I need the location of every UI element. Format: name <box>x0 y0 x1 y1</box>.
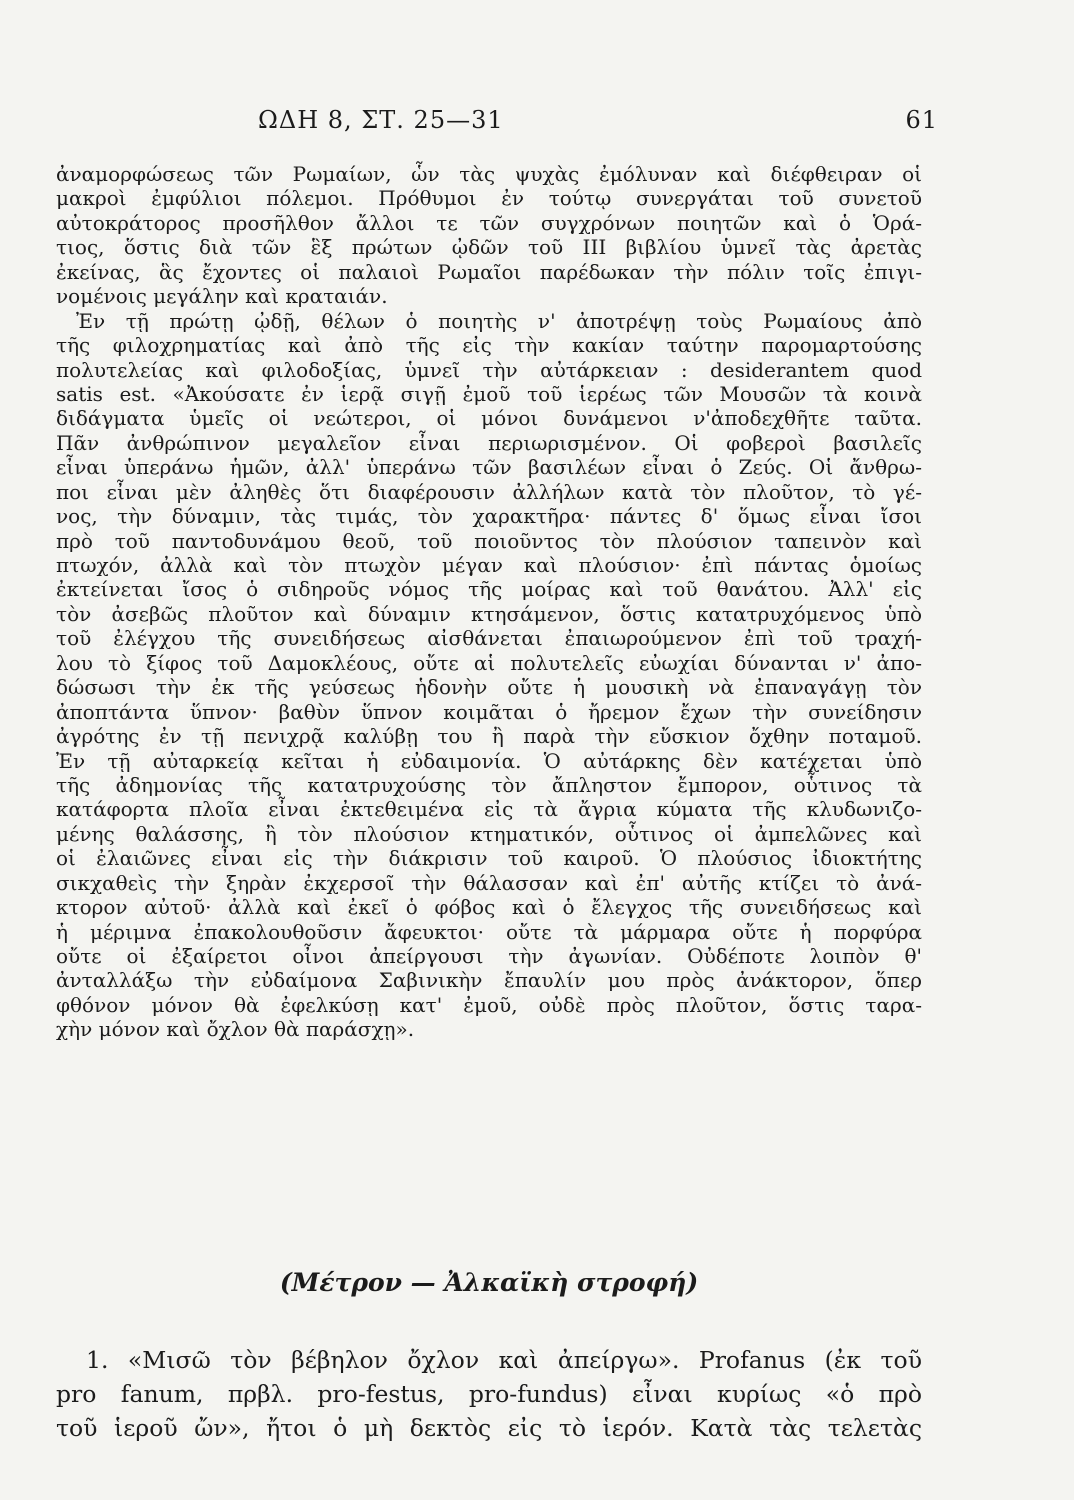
text-line: σικχαθεὶς τὴν ξηρὰν ἐκχερσοῖ τὴν θάλασσαν καὶ ἐπ' αὐτῆς κτίζει τὸ ἀνά- <box>56 870 922 895</box>
text-line: αὐτοκράτορος προσῆλθον ἄλλοι τε τῶν συγχρόνων ποιητῶν καὶ ὁ Ὁρά- <box>56 210 922 235</box>
running-head <box>258 106 938 140</box>
text-line: πολυτελείας καὶ φιλοδοξίας, ὑμνεῖ τὴν αὐτάρκειαν : desiderantem quod <box>56 357 922 382</box>
text-line: Ἐν τῇ αὐταρκείᾳ κεῖται ἡ εὐδαιμονία. Ὁ αὐτάρκης δὲν κατέχεται ὑπὸ <box>56 748 922 773</box>
text-line: τιος, ὅστις διὰ τῶν ἓξ πρώτων ᾠδῶν τοῦ III βιβλίου ὑμνεῖ τὰς ἀρετὰς <box>56 235 922 260</box>
text-line: κτορον αὐτοῦ· ἀλλὰ καὶ ἐκεῖ ὁ φόβος καὶ ὁ ἔλεγχος τῆς συνειδήσεως καὶ <box>56 895 922 920</box>
text-line: Πᾶν ἀνθρώπινον μεγαλεῖον εἶναι περιωρισμένον. Οἱ φοβεροὶ βασιλεῖς <box>56 430 922 455</box>
text-line: τῆς ἀδημονίας τῆς κατατρυχούσης τὸν ἄπληστον ἔμπορον, οὗτινος τὰ <box>56 772 922 797</box>
text-line: λου τὸ ξίφος τοῦ Δαμοκλέους, οὔτε αἱ πολυτελεῖς εὐωχίαι δύνανται ν' ἀπο- <box>56 650 922 675</box>
text-line: νομένοις μεγάλην καὶ κραταιάν. <box>56 284 388 309</box>
text-line: διδάγματα ὑμεῖς οἱ νεώτεροι, οἱ μόνοι δυνάμενοι ν'ἀποδεχθῆτε ταῦτα. <box>56 406 922 431</box>
body-text <box>56 162 922 1042</box>
note-line: pro fanum, πρβλ. pro-festus, pro-fundus) εἶναι κυρίως «ὁ πρὸ <box>56 1380 922 1408</box>
running-head-title: ΩΔΗ 8, ΣΤ. 25—31 <box>258 106 504 134</box>
text-line: ἀναμορφώσεως τῶν Ρωμαίων, ὧν τὰς ψυχὰς ἐμόλυναν καὶ διέφθειραν οἱ <box>56 162 922 186</box>
text-line: μένης θαλάσσης, ἢ τὸν πλούσιον κτηματικόν, οὗτινος οἱ ἀμπελῶνες καὶ <box>56 821 922 846</box>
text-line: ἀποπτάντα ὕπνον· βαθὺν ὕπνον κοιμᾶται ὁ ἤρεμον ἔχων τὴν συνείδησιν <box>56 699 922 724</box>
text-line: τοῦ ἐλέγχου τῆς συνειδήσεως αἰσθάνεται ἐπαιωρούμενον ἐπὶ τοῦ τραχή- <box>56 626 922 651</box>
text-line: τῆς φιλοχρηματίας καὶ ἀπὸ τῆς εἰς τὴν κακίαν ταύτην παρομαρτούσης <box>56 333 922 358</box>
text-line: νος, τὴν δύναμιν, τὰς τιμάς, τὸν χαρακτῆρα· πάντες δ' ὅμως εἶναι ἴσοι <box>56 504 922 529</box>
text-line: satis est. «Ἀκούσατε ἐν ἱερᾷ σιγῇ ἐμοῦ τοῦ ἱερέως τῶν Μουσῶν τὰ κοινὰ <box>56 381 922 406</box>
text-line: ἀνταλλάξω τὴν εὐδαίμονα Σαβινικὴν ἔπαυλίν μου πρὸς ἀνάκτορον, ὅπερ <box>56 968 922 993</box>
text-line: ἡ μέριμνα ἐπακολουθοῦσιν ἄφευκτοι· οὔτε τὰ μάρμαρα οὔτε ἡ πορφύρα <box>56 919 922 944</box>
note-line: τοῦ ἱεροῦ ὤν», ἤτοι ὁ μὴ δεκτὸς εἰς τὸ ἱερόν. Κατὰ τὰς τελετὰς <box>56 1414 922 1442</box>
page-number: 61 <box>905 106 938 134</box>
text-line: ἐκείνας, ἃς ἔχοντες οἱ παλαιοὶ Ρωμαῖοι παρέδωκαν τὴν πόλιν τοῖς ἐπιγι- <box>56 259 922 284</box>
note-line: 1. «Μισῶ τὸν βέβηλον ὄχλον καὶ ἀπείργω». Profanus (ἐκ τοῦ <box>86 1346 922 1374</box>
text-line: πρὸ τοῦ παντοδυνάμου θεοῦ, τοῦ ποιοῦντος τὸν πλούσιον ταπεινὸν καὶ <box>56 528 922 553</box>
text-line: χὴν μόνον καὶ ὄχλον θὰ παράσχῃ». <box>56 1017 415 1042</box>
text-line: κατάφορτα πλοῖα εἶναι ἐκτεθειμένα εἰς τὰ ἄγρια κύματα τῆς κλυδωνιζο- <box>56 797 922 822</box>
text-line: Ἐν τῇ πρώτῃ ᾠδῇ, θέλων ὁ ποιητὴς ν' ἀποτρέψῃ τοὺς Ρωμαίους ἀπὸ <box>76 308 922 333</box>
commentary-note <box>56 1343 922 1445</box>
text-line: ποι εἶναι μὲν ἀληθὲς ὅτι διαφέρουσιν ἀλλήλων κατὰ τὸν πλοῦτον, τὸ γέ- <box>56 479 922 504</box>
text-line: οὔτε οἱ ἐξαίρετοι οἶνοι ἀπείργουσι τὴν ἀγωνίαν. Οὐδέποτε λοιπὸν θ' <box>56 944 922 968</box>
text-line: φθόνον μόνον θὰ ἐφελκύσῃ κατ' ἐμοῦ, οὐδὲ πρὸς πλοῦτον, ὅστις ταρα- <box>56 992 922 1017</box>
text-line: εἶναι ὑπεράνω ἡμῶν, ἀλλ' ὑπεράνω τῶν βασιλέων εἶναι ὁ Ζεύς. Οἱ ἄνθρω- <box>56 455 922 480</box>
text-line: πτωχόν, ἀλλὰ καὶ τὸν πτωχὸν μέγαν καὶ πλούσιον· ἐπὶ πάντας ὁμοίως <box>56 553 922 577</box>
text-line: οἱ ἐλαιῶνες εἶναι εἰς τὴν διάκρισιν τοῦ καιροῦ. Ὁ πλούσιος ἰδιοκτήτης <box>56 846 922 871</box>
section-heading: (Μέτρον — Ἀλκαϊκὴ στροφή) <box>279 1268 699 1297</box>
text-line: τὸν ἀσεβῶς πλοῦτον καὶ δύναμιν κτησάμενον, ὅστις κατατρυχόμενος ὑπὸ <box>56 601 922 626</box>
text-line: ἐκτείνεται ἴσος ὁ σιδηροῦς νόμος τῆς μοίρας καὶ τοῦ θανάτου. Ἀλλ' εἰς <box>56 577 922 602</box>
text-line: ἀγρότης ἐν τῇ πενιχρᾷ καλύβῃ του ἢ παρὰ τὴν εὔσκιον ὄχθην ποταμοῦ. <box>56 724 922 749</box>
text-line: μακροὶ ἐμφύλιοι πόλεμοι. Πρόθυμοι ἐν τούτῳ συνεργάται τοῦ συνετοῦ <box>56 186 922 211</box>
text-line: δώσωσι τὴν ἐκ τῆς γεύσεως ἡδονὴν οὔτε ἡ μουσικὴ νὰ ἐπαναγάγῃ τὸν <box>56 675 922 700</box>
